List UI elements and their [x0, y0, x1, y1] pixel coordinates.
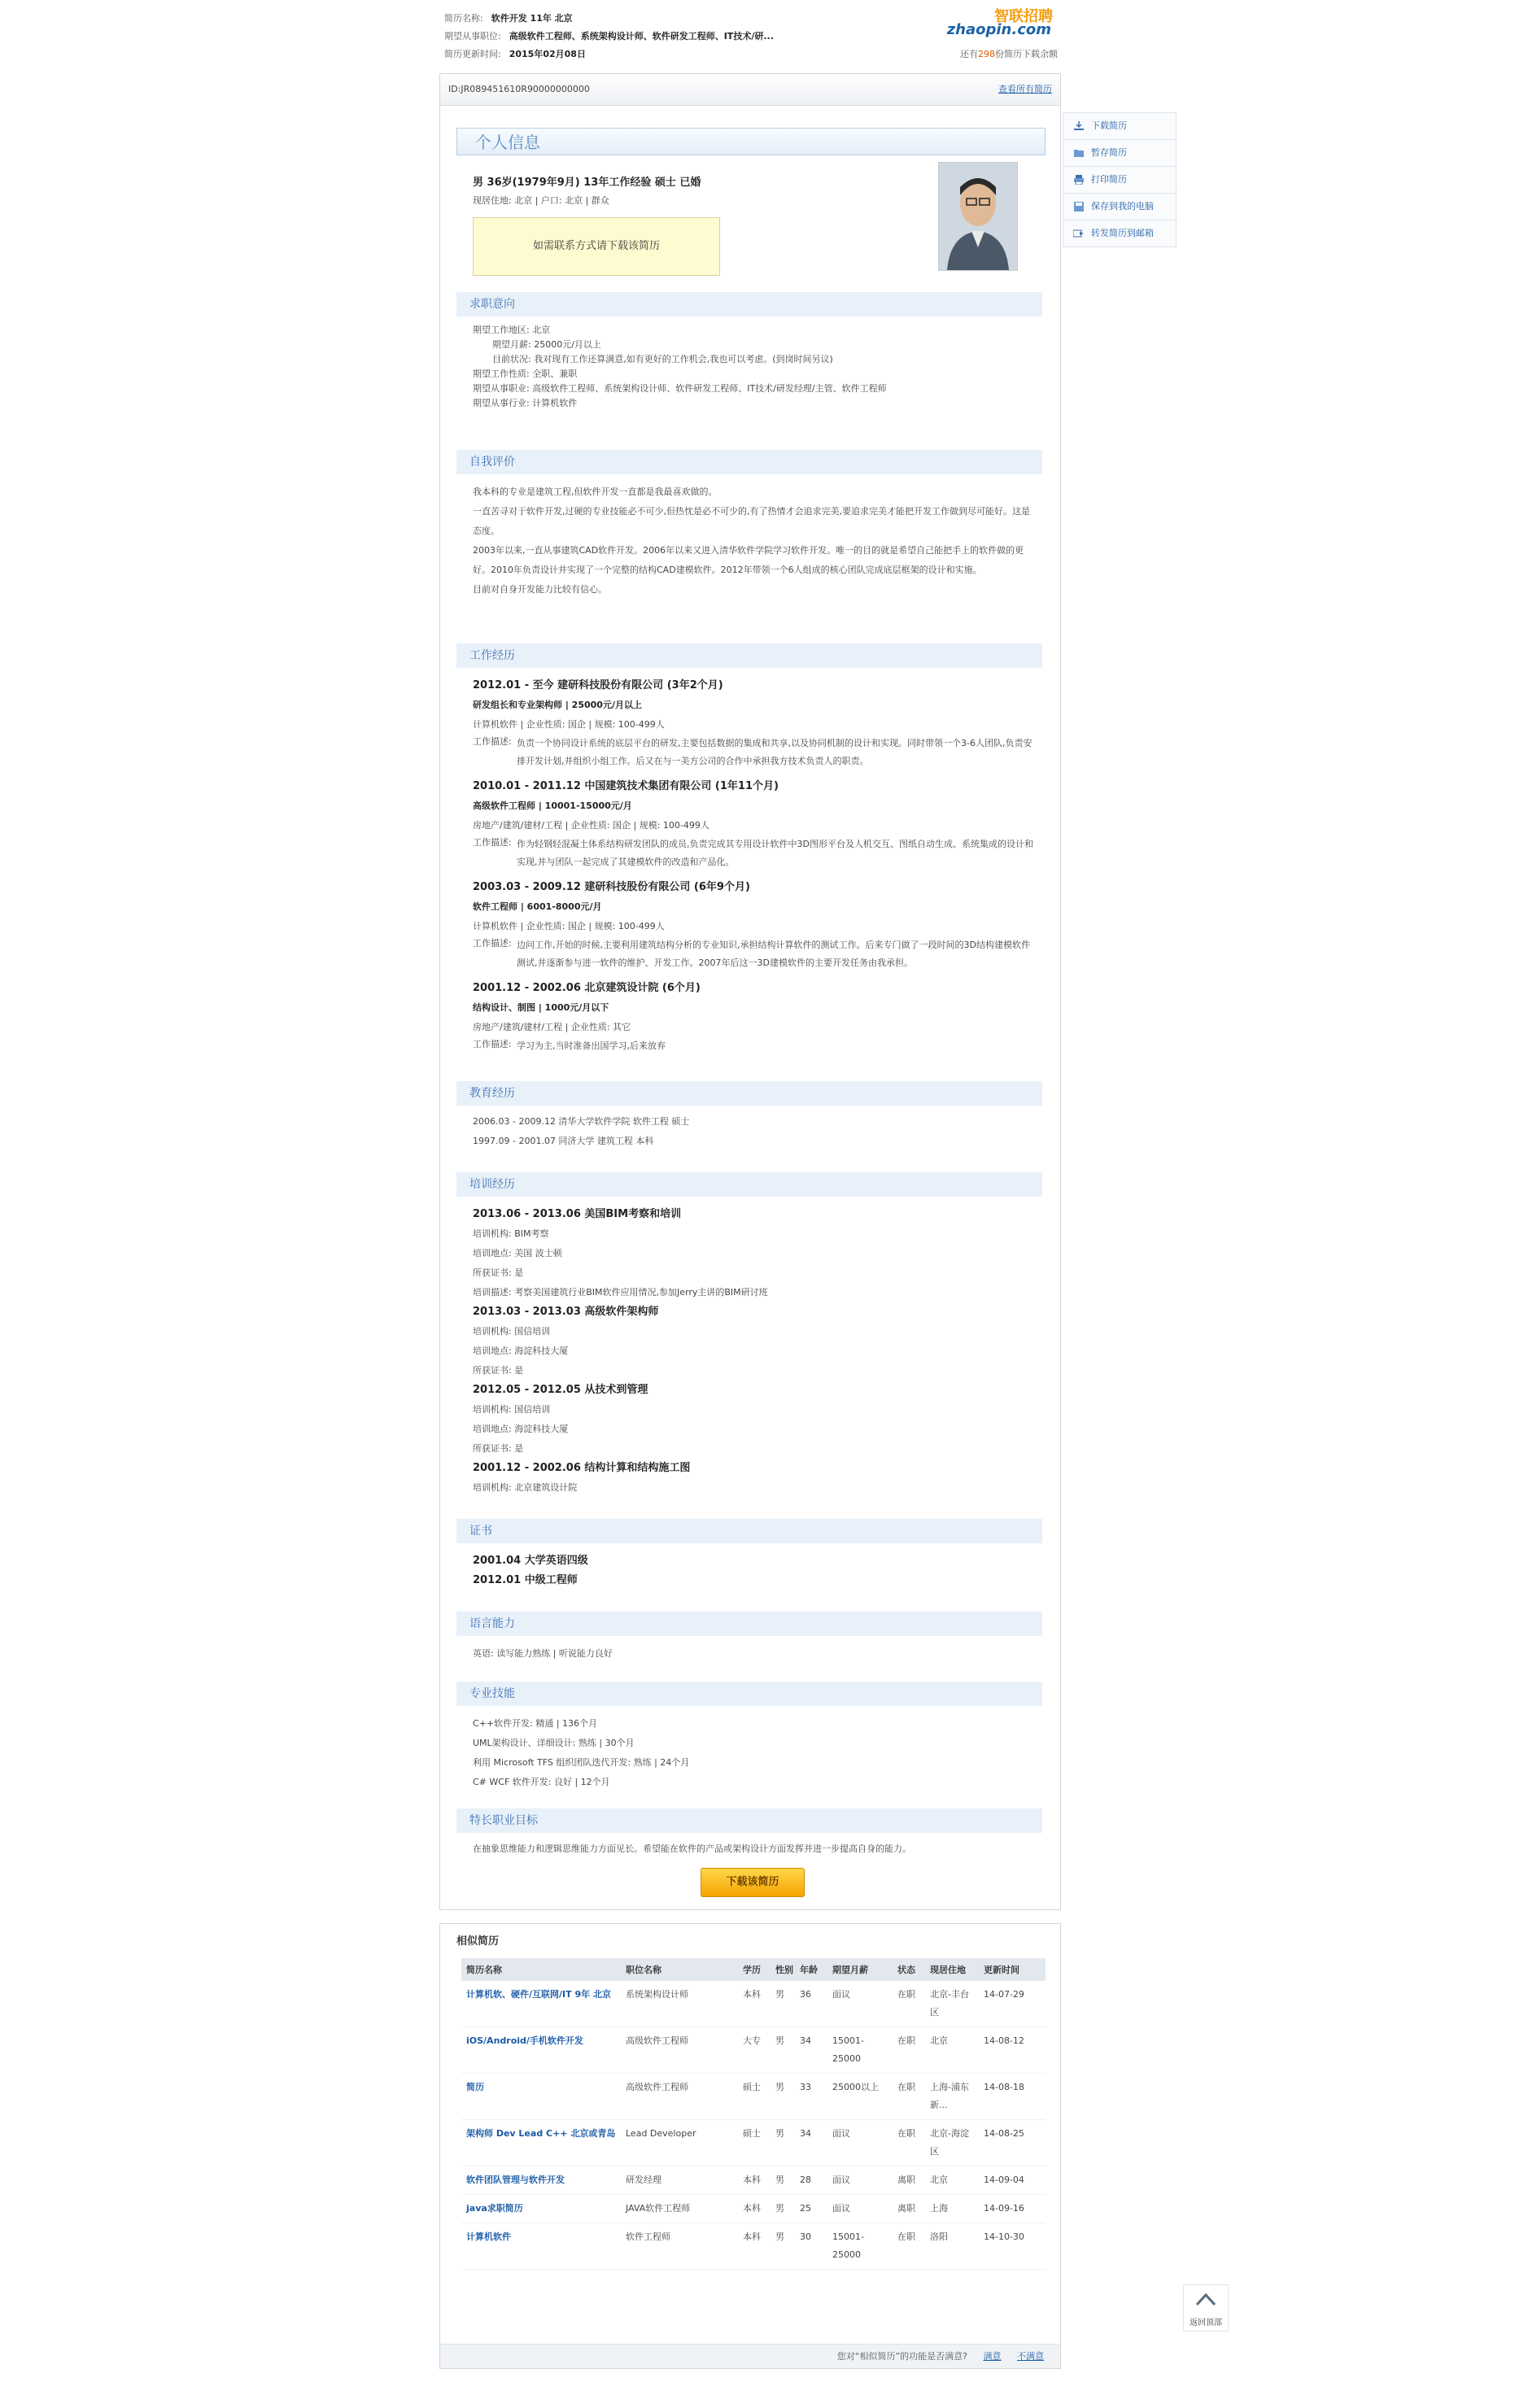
personal-residence: 现居住地: 北京 | 户口: 北京 | 群众	[473, 195, 609, 206]
resume-name-link[interactable]: 软件团队管理与软件开发	[461, 2166, 621, 2195]
save-to-computer-action[interactable]: 保存到我的电脑	[1063, 193, 1177, 220]
table-cell: 在职	[893, 2027, 925, 2074]
table-cell: 高级软件工程师	[621, 2074, 738, 2120]
download-icon	[1073, 121, 1085, 131]
training-line: 培训机构: 国信培训	[473, 1326, 551, 1337]
intention-line: 期望从事行业: 计算机软件	[473, 398, 578, 408]
certs-heading: 证书	[456, 1519, 1042, 1543]
resume-name-line: 简历名称: 软件开发 11年 北京	[444, 13, 573, 24]
table-cell: 本科	[738, 2195, 771, 2223]
table-cell: 研发经理	[621, 2166, 738, 2195]
self-eval-para: 我本科的专业是建筑工程,但软件开发一直都是我最喜欢做的。	[473, 486, 718, 497]
table-cell: 14-08-18	[979, 2074, 1046, 2120]
table-cell: 14-09-16	[979, 2195, 1046, 2223]
table-cell: 男	[771, 2195, 795, 2223]
self-eval-para: 2003年以来,一直从事建筑CAD软件开发。2006年以来又进入清华软件学院学习软件开发。唯一的目的就是希望自己能把手上的软件做的更好。2010年负责设计并实现了一个完整的结构CAD建模软件。2012年带领一个6人组成的核心团队完成底层框架的设计和实施。	[473, 545, 1024, 575]
forward-icon	[1073, 229, 1085, 238]
logo-chinese: 智联招聘	[994, 8, 1053, 25]
table-cell: JAVA软件工程师	[621, 2195, 738, 2223]
work-heading: 工作经历	[456, 643, 1042, 668]
table-cell: 上海-浦东新...	[925, 2074, 979, 2120]
resume-id: ID:JR089451610R90000000000	[448, 84, 590, 94]
table-cell: 25000以上	[827, 2074, 893, 2120]
work-item-info: 计算机软件 | 企业性质: 国企 | 规模: 100-499人	[473, 719, 665, 730]
table-cell: 男	[771, 2166, 795, 2195]
save-draft-action[interactable]: 暂存简历	[1063, 139, 1177, 166]
table-cell: 34	[795, 2120, 827, 2166]
intention-body	[473, 323, 1034, 411]
table-row[interactable]	[461, 2166, 1046, 2195]
table-cell: 15001-25000	[827, 2223, 893, 2270]
table-cell: 14-10-30	[979, 2223, 1046, 2270]
work-body	[473, 676, 1034, 1055]
table-cell: 14-07-29	[979, 1981, 1046, 2027]
work-item-info: 房地产/建筑/建材/工程 | 企业性质: 其它	[473, 1022, 631, 1032]
work-item-role: 高级软件工程师 | 10001-15000元/月	[473, 800, 632, 811]
education-body	[473, 1112, 1034, 1151]
work-item-desc: 工作描述: 负责一个协同设计系统的底层平台的研发,主要包括数据的集成和共享,以及协同机制的设计和实现。同时带领一个3-6人团队,负责安排开发计划,并组织小组工作。后又在与一美方公司的合作中承担我方技术负责人的职责。	[473, 736, 1033, 766]
language-heading: 语言能力	[456, 1612, 1042, 1636]
skills-heading: 专业技能	[456, 1682, 1042, 1706]
table-cell: 离职	[893, 2166, 925, 2195]
similar-table	[461, 1958, 1046, 2270]
intention-line: 期望月薪: 25000元/月以上	[492, 339, 601, 350]
training-line: 所获证书: 是	[473, 1267, 524, 1278]
col-header: 职位名称	[621, 1958, 738, 1981]
resume-card	[439, 73, 1061, 1910]
intention-line: 目前状况: 我对现有工作还算满意,如有更好的工作机会,我也可以考虑。(到岗时间另议)	[492, 354, 833, 364]
table-cell: 28	[795, 2166, 827, 2195]
table-cell: 洛阳	[925, 2223, 979, 2270]
skill-line: C# WCF 软件开发: 良好 | 12个月	[473, 1777, 610, 1787]
resume-name-link[interactable]: 计算机软件	[461, 2223, 621, 2270]
candidate-photo-image	[939, 163, 1017, 270]
table-row[interactable]	[461, 1981, 1046, 2027]
contact-notice: 如需联系方式请下载该简历	[473, 217, 720, 276]
table-cell: 上海	[925, 2195, 979, 2223]
training-line: 培训描述: 考察美国建筑行业BIM软件应用情况,参加Jerry主讲的BIM研讨班	[473, 1287, 768, 1298]
table-row[interactable]	[461, 2223, 1046, 2270]
table-cell: 30	[795, 2223, 827, 2270]
table-cell: 在职	[893, 2120, 925, 2166]
print-resume-action[interactable]: 打印简历	[1063, 166, 1177, 193]
table-row[interactable]	[461, 2120, 1046, 2166]
table-cell: 男	[771, 2223, 795, 2270]
work-item	[473, 676, 1034, 770]
intention-line: 期望工作性质: 全职、兼职	[473, 369, 578, 379]
work-item-head: 2012.01 - 至今 建研科技股份有限公司 (3年2个月)	[473, 679, 723, 691]
cert-line: 2012.01 中级工程师	[473, 1574, 578, 1586]
candidate-photo	[938, 162, 1018, 271]
table-cell: 男	[771, 2120, 795, 2166]
table-cell: 36	[795, 1981, 827, 2027]
table-cell: 在职	[893, 1981, 925, 2027]
goal-heading: 特长职业目标	[456, 1808, 1042, 1833]
target-job-line: 期望从事职位: 高级软件工程师、系统架构设计师、软件研发工程师、IT技术/研...	[444, 31, 774, 41]
work-item	[473, 777, 1034, 871]
training-line: 培训机构: BIM考察	[473, 1228, 549, 1239]
download-resume-button[interactable]: 下载该简历	[701, 1868, 805, 1897]
education-line: 1997.09 - 2001.07 同济大学 建筑工程 本科	[473, 1136, 654, 1146]
col-header: 学历	[738, 1958, 771, 1981]
self-eval-heading: 自我评价	[456, 450, 1042, 474]
resume-id-bar	[440, 74, 1060, 106]
table-cell: 面议	[827, 1981, 893, 2027]
back-to-top-button[interactable]	[1183, 2284, 1229, 2332]
training-heading: 培训经历	[456, 1172, 1042, 1197]
self-eval-body	[473, 482, 1034, 600]
table-cell: 本科	[738, 2223, 771, 2270]
resume-name-link[interactable]: 简历	[461, 2074, 621, 2120]
col-header: 现居住地	[925, 1958, 979, 1981]
feedback-unsatisfied-link[interactable]: 不满意	[1017, 2351, 1044, 2362]
intention-line: 期望从事职业: 高级软件工程师、系统架构设计师、软件研发工程师、IT技术/研发经理/主管、软件工程师	[473, 383, 887, 394]
resume-name: 软件开发 11年 北京	[491, 13, 573, 24]
resume-name-link[interactable]: java求职简历	[461, 2195, 621, 2223]
col-header: 年龄	[795, 1958, 827, 1981]
language-line: 英语: 读写能力熟练 | 听说能力良好	[473, 1648, 613, 1659]
col-header: 简历名称	[461, 1958, 621, 1981]
table-cell: 14-09-04	[979, 2166, 1046, 2195]
goal-line: 在抽象思维能力和逻辑思维能力方面见长。希望能在软件的产品或架构设计方面发挥并进一步提高自身的能力。	[473, 1843, 911, 1854]
table-cell: 34	[795, 2027, 827, 2074]
download-resume-action[interactable]: 下载简历	[1063, 112, 1177, 139]
work-item	[473, 979, 1034, 1055]
table-cell: 15001-25000	[827, 2027, 893, 2074]
table-cell: 在职	[893, 2074, 925, 2120]
table-cell: 本科	[738, 2166, 771, 2195]
training-head: 2013.06 - 2013.06 美国BIM考察和培训	[473, 1208, 682, 1220]
table-cell: 33	[795, 2074, 827, 2120]
col-header: 性别	[771, 1958, 795, 1981]
personal-info-heading: 个人信息	[456, 128, 1046, 155]
training-line: 所获证书: 是	[473, 1365, 524, 1376]
education-heading: 教育经历	[456, 1081, 1042, 1106]
view-all-resumes-link[interactable]: 查看所有简历	[998, 84, 1052, 94]
cert-line: 2001.04 大学英语四级	[473, 1555, 588, 1567]
table-cell: 男	[771, 2027, 795, 2074]
table-cell: 14-08-25	[979, 2120, 1046, 2166]
feedback-question: 您对“相似简历”的功能是否满意?	[836, 2351, 967, 2362]
work-item-info: 房地产/建筑/建材/工程 | 企业性质: 国企 | 规模: 100-499人	[473, 820, 709, 831]
table-cell: 北京-丰台区	[925, 1981, 979, 2027]
similar-resumes	[439, 1923, 1061, 2369]
work-item-role: 结构设计、制图 | 1000元/月以下	[473, 1002, 609, 1013]
work-item-role: 研发组长和专业架构师 | 25000元/月以上	[473, 700, 642, 710]
table-cell: 在职	[893, 2223, 925, 2270]
table-cell: Lead Developer	[621, 2120, 738, 2166]
feedback-bar	[440, 2344, 1060, 2368]
table-cell: 硕士	[738, 2120, 771, 2166]
updated-line: 简历更新时间: 2015年02月08日	[444, 49, 586, 59]
save-icon	[1073, 202, 1085, 212]
goal-body	[473, 1839, 1034, 1859]
training-head: 2013.03 - 2013.03 高级软件架构师	[473, 1306, 659, 1318]
table-cell: 系统架构设计师	[621, 1981, 738, 2027]
training-line: 培训地点: 海淀科技大厦	[473, 1424, 569, 1434]
table-row[interactable]	[461, 2195, 1046, 2223]
intention-line: 期望工作地区: 北京	[473, 325, 551, 335]
feedback-satisfied-link[interactable]: 满意	[983, 2351, 1002, 2362]
similar-title: 相似简历	[456, 1935, 500, 1948]
table-cell: 本科	[738, 1981, 771, 2027]
download-quota: 还有298份简历下载余额	[960, 49, 1058, 59]
self-eval-para: 一直苦寻对于软件开发,过硬的专业技能必不可少,但热忱是必不可少的,有了热情才会追求完美,要追求完美才能把开发工作做到尽可能好。这是态度。	[473, 506, 1030, 536]
table-header-row	[461, 1958, 1046, 1981]
training-line: 所获证书: 是	[473, 1443, 524, 1454]
training-head: 2012.05 - 2012.05 从技术到管理	[473, 1384, 648, 1396]
table-cell: 大专	[738, 2027, 771, 2074]
table-cell: 25	[795, 2195, 827, 2223]
work-item-head: 2001.12 - 2002.06 北京建筑设计院 (6个月)	[473, 982, 701, 994]
self-eval-para: 目前对自身开发能力比较有信心。	[473, 584, 607, 595]
zhaopin-logo[interactable]	[946, 3, 1053, 39]
forward-email-action[interactable]: 转发简历到邮箱	[1063, 220, 1177, 247]
work-item	[473, 878, 1034, 972]
table-row[interactable]	[461, 2027, 1046, 2074]
table-cell: 14-08-12	[979, 2027, 1046, 2074]
skill-line: 利用 Microsoft TFS 组织团队迭代开发: 熟练 | 24个月	[473, 1757, 690, 1768]
quota-number: 298	[978, 49, 995, 59]
table-cell: 男	[771, 1981, 795, 2027]
table-cell: 北京-海淀区	[925, 2120, 979, 2166]
work-item-head: 2003.03 - 2009.12 建研科技股份有限公司 (6年9个月)	[473, 881, 750, 893]
action-sidebar	[1063, 112, 1177, 247]
table-cell: 男	[771, 2074, 795, 2120]
table-cell: 面议	[827, 2166, 893, 2195]
skills-body	[473, 1714, 1034, 1792]
resume-name-link[interactable]: 架构师 Dev Lead C++ 北京或青岛	[461, 2120, 621, 2166]
intention-heading: 求职意向	[456, 292, 1042, 316]
training-line: 培训地点: 海淀科技大厦	[473, 1346, 569, 1356]
training-line: 培训机构: 国信培训	[473, 1404, 551, 1415]
work-item-desc: 工作描述: 作为轻钢轻混凝土体系结构研发团队的成员,负责完成其专用设计软件中3D图形平台及人机交互、图纸自动生成、系统集成的设计和实现,并与团队一起完成了其建模软件的改造和产品化。	[473, 837, 1033, 867]
skill-line: UML架构设计、详细设计: 熟练 | 30个月	[473, 1738, 635, 1748]
table-cell: 面议	[827, 2120, 893, 2166]
col-header: 期望月薪	[827, 1958, 893, 1981]
certs-body	[473, 1551, 1034, 1590]
table-cell: 面议	[827, 2195, 893, 2223]
col-header: 更新时间	[979, 1958, 1046, 1981]
skill-line: C++软件开发: 精通 | 136个月	[473, 1718, 598, 1729]
table-cell: 北京	[925, 2166, 979, 2195]
training-line: 培训机构: 北京建筑设计院	[473, 1482, 578, 1493]
language-body	[473, 1644, 1034, 1664]
education-line: 2006.03 - 2009.12 清华大学软件学院 软件工程 硕士	[473, 1116, 690, 1127]
work-item-desc: 工作描述: 学习为主,当时准备出国学习,后来放弃	[473, 1039, 666, 1051]
back-to-top-label: 返回顶部	[1190, 2319, 1222, 2327]
resume-name-link[interactable]: iOS/Android/手机软件开发	[461, 2027, 621, 2074]
work-item-desc: 工作描述: 边问工作,开始的时候,主要利用建筑结构分析的专业知识,承担结构计算软件的测试工作。后来专门做了一段时间的3D结构建模软件测试,并逐渐参与进一软件的维护、开发工作。2007年后这一3D建模软件的主要开发任务由我承担。	[473, 938, 1030, 968]
work-item-head: 2010.01 - 2011.12 中国建筑技术集团有限公司 (1年11个月)	[473, 780, 779, 792]
table-cell: 离职	[893, 2195, 925, 2223]
col-header: 状态	[893, 1958, 925, 1981]
table-cell: 硕士	[738, 2074, 771, 2120]
table-cell: 软件工程师	[621, 2223, 738, 2270]
personal-summary: 男 36岁(1979年9月) 13年工作经验 硕士 已婚	[473, 177, 701, 189]
target-job: 高级软件工程师、系统架构设计师、软件研发工程师、IT技术/研...	[509, 31, 774, 41]
folder-icon	[1073, 148, 1085, 158]
work-item-info: 计算机软件 | 企业性质: 国企 | 规模: 100-499人	[473, 921, 665, 931]
work-item-role: 软件工程师 | 6001-8000元/月	[473, 901, 602, 912]
training-line: 培训地点: 美国 波士顿	[473, 1248, 562, 1259]
training-head: 2001.12 - 2002.06 结构计算和结构施工图	[473, 1462, 691, 1474]
chevron-up-icon	[1194, 2290, 1218, 2308]
updated-date: 2015年02月08日	[509, 49, 586, 59]
table-cell: 北京	[925, 2027, 979, 2074]
resume-name-link[interactable]: 计算机软、硬件/互联网/IT 9年 北京	[461, 1981, 621, 2027]
table-row[interactable]	[461, 2074, 1046, 2120]
printer-icon	[1073, 175, 1085, 185]
training-body	[473, 1205, 1034, 1498]
logo-latin: zhaopin.com	[946, 21, 1051, 38]
table-cell: 高级软件工程师	[621, 2027, 738, 2074]
